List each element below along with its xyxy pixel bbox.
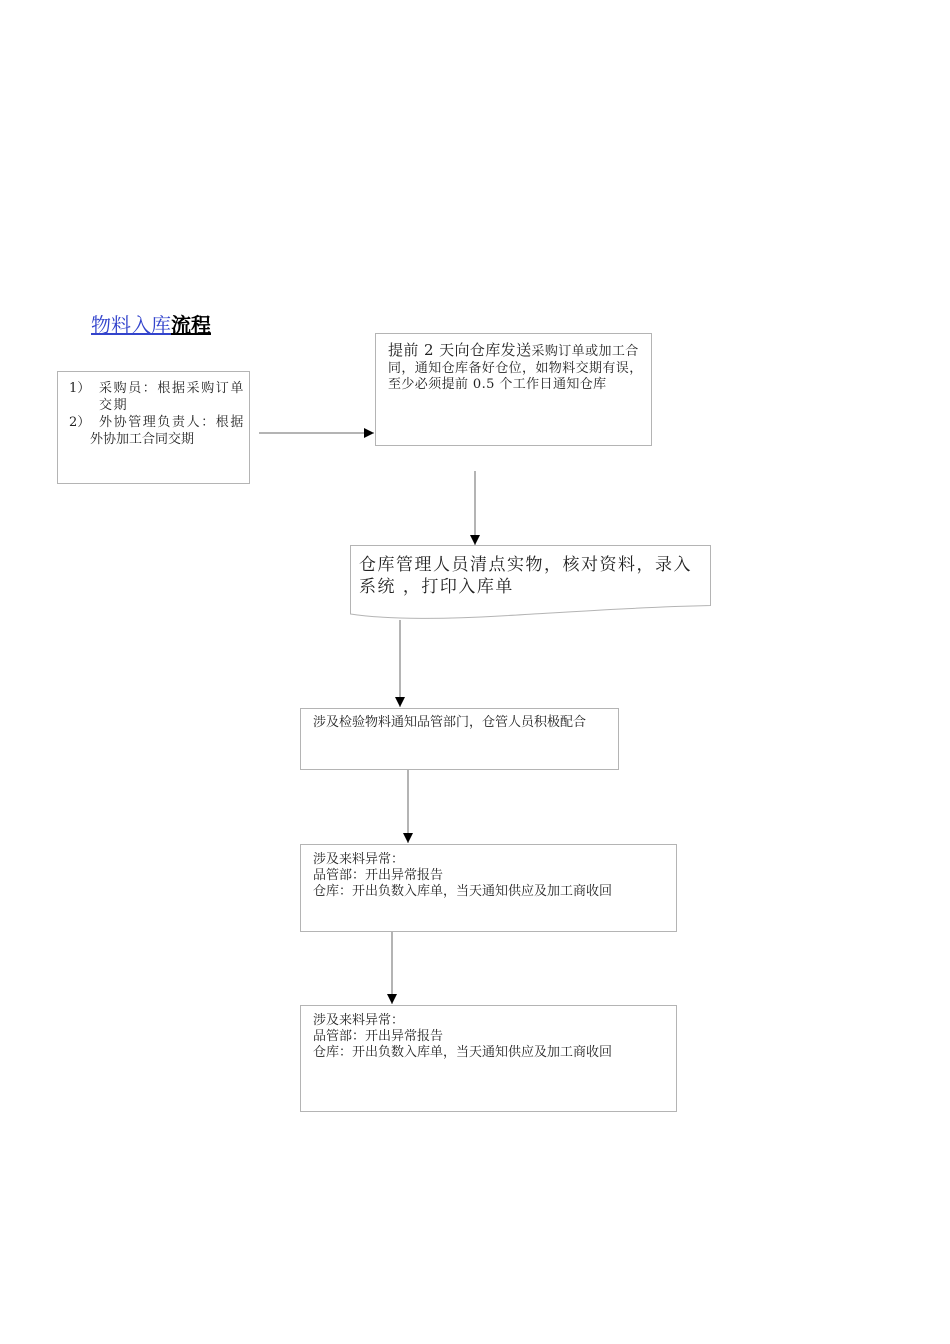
step1-box: [375, 333, 652, 446]
list-continuation: 外协加工合同交期: [90, 432, 195, 447]
step1-text: [388, 342, 643, 394]
list-text: 外协管理负责人：根据: [99, 415, 246, 430]
list-number: 2）: [69, 415, 91, 430]
start-list: [69, 380, 247, 448]
step3-box: [300, 708, 619, 770]
step2-text: 仓库管理人员清点实物，核对资料，录入系统 ，打印入库单: [359, 555, 692, 597]
list-number: 1）: [69, 381, 91, 396]
step4-box: [300, 844, 677, 932]
step5-line-3: 仓库：开出负数入库单，当天通知供应及加工商收回: [313, 1045, 613, 1060]
start-box: [57, 371, 250, 484]
step1-lead: 提前 2 天向仓库发送: [388, 341, 532, 359]
list-item: [69, 414, 247, 431]
step5-box: [300, 1005, 677, 1112]
step5-line-2: 品管部：开出异常报告: [313, 1029, 444, 1044]
title-link[interactable]: 物料入库: [91, 313, 171, 337]
title-bold: 流程: [171, 313, 211, 337]
list-item: [69, 380, 247, 414]
step4-line-3: 仓库：开出负数入库单，当天通知供应及加工商收回: [313, 884, 613, 899]
list-text: 采购员：根据采购订单交期: [99, 381, 246, 413]
step3-text: 涉及检验物料通知品管部门，仓管人员积极配合: [313, 715, 587, 730]
step5-line-1: 涉及来料异常：: [313, 1013, 405, 1028]
step4-line-1: 涉及来料异常：: [313, 852, 405, 867]
step4-line-2: 品管部：开出异常报告: [313, 868, 444, 883]
step1-body: 采购订单或加工合同，通知仓库备好仓位，如物料交期有误，至少必须提前 0.5 个工作日通知仓库: [388, 344, 643, 392]
